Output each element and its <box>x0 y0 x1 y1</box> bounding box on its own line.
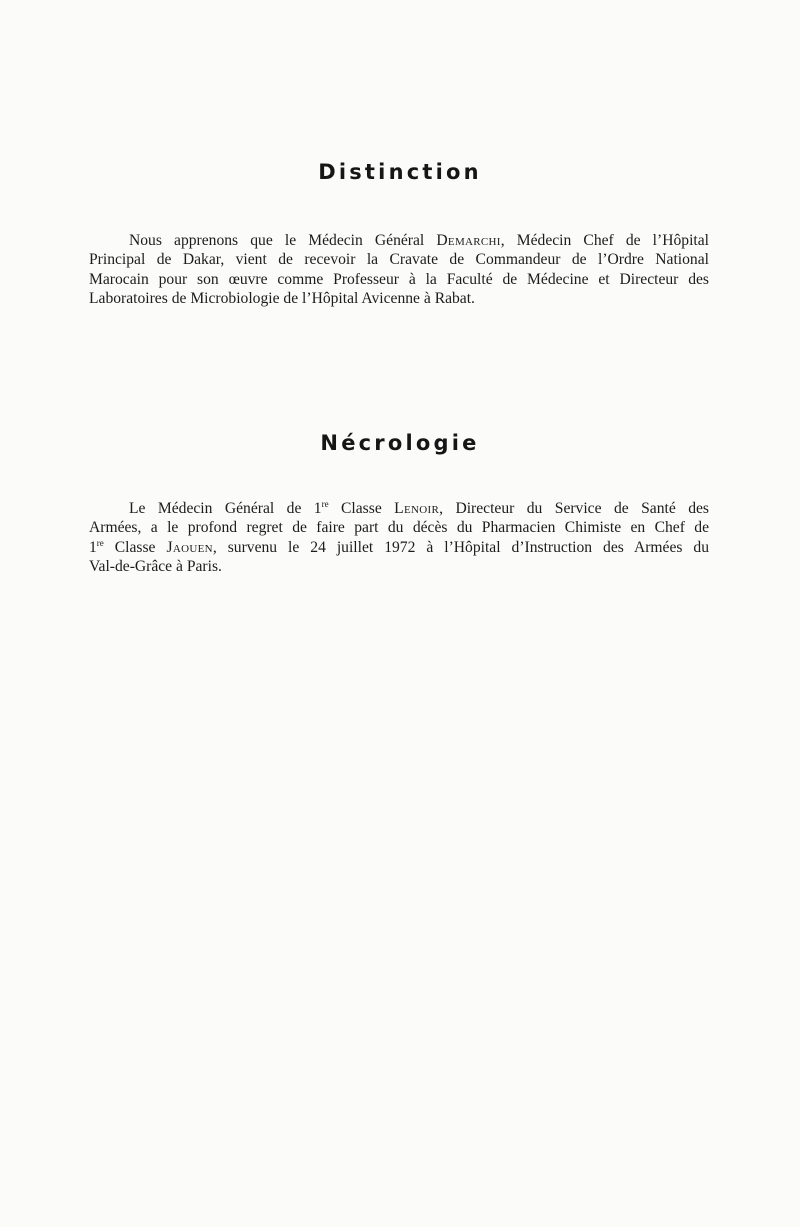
text-line: Val-de-Grâce à Paris. <box>89 557 222 575</box>
text-line <box>89 231 709 250</box>
text-run: , survenu le 24 juillet 1972 à l’Hôpital d’Instruction des Armées du <box>212 538 709 556</box>
text-run: Classe <box>103 538 167 556</box>
text-run: Le Médecin Général de 1 <box>129 500 322 517</box>
paragraph-distinction <box>89 231 709 308</box>
text-line <box>89 538 709 557</box>
section-title-necrologie: Nécrologie <box>320 431 480 455</box>
ordinal-superscript: re <box>321 499 329 509</box>
text-line: Laboratoires de Microbiologie de l’Hôpital Avicenne à Rabat. <box>89 289 475 307</box>
ordinal-superscript: re <box>96 537 104 548</box>
text-run: Nous apprenons que le Médecin Général <box>129 232 437 249</box>
text-line <box>89 499 709 518</box>
text-line: Marocain pour son œuvre comme Professeur à la Faculté de Médecine et Directeur des <box>89 270 709 288</box>
person-name: Lenoir <box>394 500 440 517</box>
person-name: Demarchi <box>436 232 501 249</box>
person-name: Jaouen <box>166 538 213 556</box>
text-run: 1 <box>89 538 97 556</box>
text-line: Armées, a le profond regret de faire part du décès du Pharmacien Chimiste en Chef de <box>89 519 709 537</box>
section-title-distinction: Distinction <box>318 160 482 184</box>
paragraph-necrologie <box>89 499 709 576</box>
text-run: , Médecin Chef de l’Hôpital <box>500 232 709 249</box>
text-run: Classe <box>328 500 395 517</box>
text-run: , Directeur du Service de Santé des <box>439 500 709 517</box>
text-line: Principal de Dakar, vient de recevoir la Cravate de Commandeur de l’Ordre National <box>89 251 709 269</box>
